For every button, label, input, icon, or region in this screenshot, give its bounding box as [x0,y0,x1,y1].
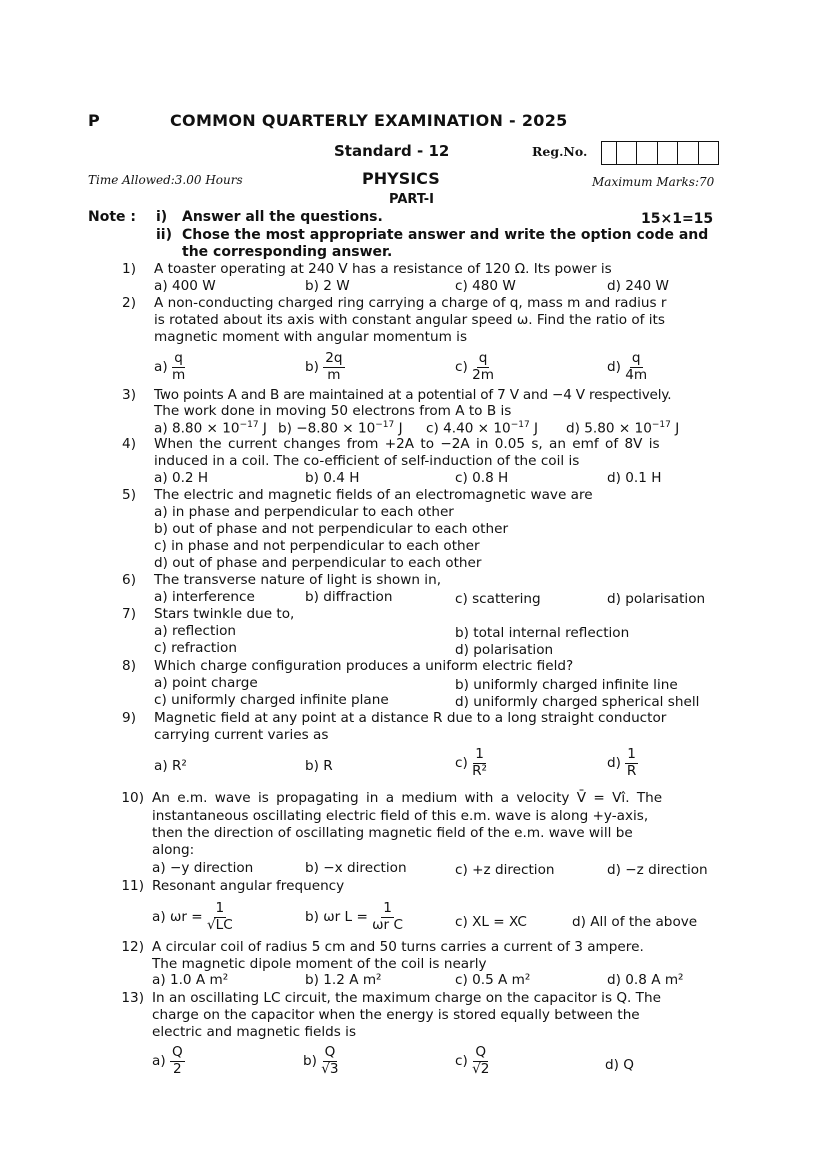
question-7-text: Stars twinkle due to, [154,606,295,622]
note-ii-marker: ii) [156,227,172,243]
question-8-text: Which charge configuration produces a uniform electric field? [154,658,574,674]
option-a: a) 0.2 H [154,470,209,486]
option-d: d) Q [605,1057,634,1073]
option-b: b) −x direction [305,860,407,876]
option-d: d) out of phase and perpendicular to each other [154,555,482,571]
option-c: c) 0.8 H [455,470,509,486]
option-d: d) 0.1 H [607,470,662,486]
question-3-line: Two points A and B are maintained at a potential of 7 V and −4 V respectively. [154,387,672,403]
option-c: c) XL = XC [455,914,527,930]
option-d: d) $5.80 \times 10^{-17}$ J [566,420,680,437]
option-c: c) uniformly charged infinite plane [154,692,389,708]
option-b: b) diffraction [305,589,393,605]
option-b: b) 2 W [305,278,350,294]
option-a: a) interference [154,589,255,605]
question-6-text: The transverse nature of light is shown in, [154,572,442,588]
option-c: c) $\frac{1}{\text{R²}}$ [455,746,488,779]
option-a: a) in phase and perpendicular to each other [154,504,454,520]
question-number: 3) [122,387,136,403]
option-a: a) ωr = $\frac{1}{√LC}$ [152,900,233,933]
option-d: d) polarisation [455,642,554,658]
question-10-line: instantaneous oscillating electric field of this e.m. wave is along +y-axis, [152,808,649,824]
question-10-line: An e.m. wave is propagating in a medium with a velocity V̄ = Vî. The [152,790,663,806]
option-c: c) refraction [154,640,237,656]
question-number: 1) [122,261,136,277]
option-c: c) $4.40 \times 10^{-17}$ J [426,420,539,437]
reg-no-label: Reg.No. [532,144,588,159]
option-a: a) 1.0 A m² [152,972,229,988]
option-d: d) All of the above [572,914,698,930]
question-1-text: A toaster operating at 240 V has a resistance of 120 Ω. Its power is [154,261,612,277]
option-a: a) 400 W [154,278,216,294]
option-b: b) $\frac{2q}{m}$ [305,350,343,383]
question-13-line: In an oscillating LC circuit, the maximum charge on the capacitor is Q. The [152,990,661,1006]
option-b: b) ωr L = $\frac{1}{\text{ωr C}}$ [305,900,403,933]
option-a: a) $8.80 \times 10^{-17}$ J [154,420,267,437]
note-ii-line2: the corresponding answer. [182,244,393,260]
question-2-line: is rotated about its axis with constant angular speed ω. Find the ratio of its [154,312,665,328]
question-number: 12) [121,939,144,955]
question-10-line: along: [152,842,195,858]
note-i-text: Answer all the questions. [182,209,383,225]
question-number: 10) [121,790,144,806]
option-d: d) $\frac{1}{R}$ [607,746,637,779]
option-b: b) out of phase and not perpendicular to each other [154,521,509,537]
note-i-marker: i) [156,209,168,225]
question-9-line: Magnetic field at any point at a distance R due to a long straight conductor [154,710,667,726]
question-number: 2) [122,295,136,311]
question-number: 5) [122,487,136,503]
option-a: a) $\frac{Q}{2}$ [152,1044,183,1077]
option-c: c) +z direction [455,862,555,878]
question-number: 11) [121,878,144,894]
option-a: a) point charge [154,675,258,691]
option-b: b) total internal reflection [455,625,630,641]
option-a: a) −y direction [152,860,254,876]
standard-label: Standard - 12 [334,142,450,160]
question-9-line: carrying current varies as [154,727,329,743]
question-number: 13) [121,990,144,1006]
question-4-line: induced in a coil. The co-efficient of self-induction of the coil is [154,453,580,469]
option-c: c) $\frac{q}{2m}$ [455,350,495,383]
note-label: Note : [88,209,136,225]
question-number: 6) [122,572,136,588]
question-number: 9) [122,710,136,726]
option-b: b) 0.4 H [305,470,360,486]
part-label: PART-I [389,192,435,207]
option-c: c) scattering [455,591,541,607]
note-marks: 15×1=15 [641,211,714,227]
option-d: d) $\frac{q}{4m}$ [607,350,648,383]
option-d: d) polarisation [607,591,706,607]
question-12-line: A circular coil of radius 5 cm and 50 turns carries a current of 3 ampere. [152,939,644,955]
option-b: b) 1.2 A m² [305,972,382,988]
option-a: a) R² [154,758,187,774]
option-c: c) in phase and not perpendicular to each other [154,538,480,554]
option-b: b) uniformly charged infinite line [455,677,678,693]
question-13-line: charge on the capacitor when the energy is stored equally between the [152,1007,640,1023]
question-4-line: When the current changes from +2A to −2A in 0.05 s, an emf of 8V is [154,436,660,452]
question-number: 8) [122,658,136,674]
option-c: c) 480 W [455,278,516,294]
option-a: a) $\frac{q}{m}$ [154,350,186,383]
option-b: b) $\frac{Q}{√3}$ [303,1044,339,1077]
question-number: 7) [122,606,136,622]
exam-title: COMMON QUARTERLY EXAMINATION - 2025 [170,111,568,130]
question-11-text: Resonant angular frequency [152,878,345,894]
set-code: P [88,111,100,130]
question-3-line: The work done in moving 50 electrons from A to B is [154,403,512,419]
question-2-line: A non-conducting charged ring carrying a charge of q, mass m and radius r [154,295,667,311]
option-d: d) 0.8 A m² [607,972,684,988]
question-10-line: then the direction of oscillating magnetic field of the e.m. wave will be [152,825,633,841]
option-b: $b) -8.80 \times 10^{-17}$ J [278,420,403,437]
option-d: d) −z direction [607,862,708,878]
option-c: c) $\frac{Q}{√2}$ [455,1044,490,1077]
question-13-line: electric and magnetic fields is [152,1024,357,1040]
reg-no-boxes[interactable] [601,141,719,165]
option-d: d) uniformly charged spherical shell [455,694,700,710]
question-2-line: magnetic moment with angular momentum is [154,329,468,345]
option-d: d) 240 W [607,278,669,294]
subject-title: PHYSICS [362,169,440,188]
option-b: b) R [305,758,333,774]
time-allowed: Time Allowed:3.00 Hours [88,173,243,187]
question-number: 4) [122,436,136,452]
note-ii-line1: Chose the most appropriate answer and write the option code and [182,227,709,243]
max-marks: Maximum Marks:70 [592,175,715,189]
option-a: a) reflection [154,623,237,639]
option-c: c) 0.5 A m² [455,972,531,988]
question-12-line: The magnetic dipole moment of the coil is nearly [152,956,487,972]
question-5-text: The electric and magnetic fields of an electromagnetic wave are [154,487,593,503]
